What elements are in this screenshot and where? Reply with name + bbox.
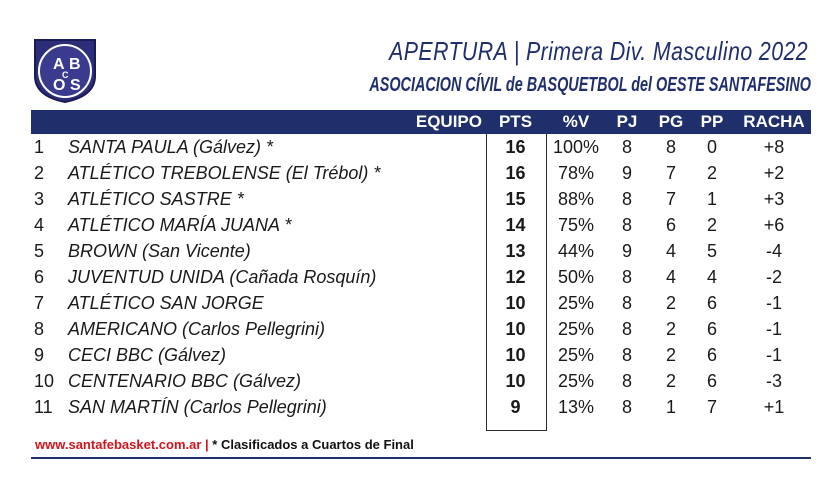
svg-text:S: S — [70, 77, 81, 94]
win-percentage: 25% — [557, 293, 595, 313]
row-position: 3 — [34, 189, 45, 209]
footer-website-link[interactable]: www.santafebasket.com.ar | — [35, 437, 209, 452]
games-won: 7 — [665, 163, 676, 183]
games-played: 8 — [621, 345, 632, 365]
row-position: 7 — [34, 293, 45, 313]
table-row — [0, 160, 839, 186]
win-percentage: 100% — [552, 137, 600, 157]
win-percentage: 25% — [557, 319, 595, 339]
streak: -2 — [765, 267, 782, 287]
streak: +3 — [763, 189, 785, 209]
team-name: AMERICANO (Carlos Pellegrini) — [68, 319, 326, 339]
win-percentage: 44% — [557, 241, 595, 261]
streak: +2 — [763, 163, 785, 183]
games-lost: 6 — [706, 319, 717, 339]
footer-legend: * Clasificados a Cuartos de Final — [208, 437, 414, 452]
row-position: 4 — [34, 215, 45, 235]
team-name: ATLÉTICO MARÍA JUANA * — [68, 215, 292, 235]
table-row — [0, 368, 839, 394]
win-percentage: 50% — [557, 267, 595, 287]
team-name: CECI BBC (Gálvez) — [68, 345, 227, 365]
team-points: 10 — [505, 293, 526, 313]
row-position: 9 — [34, 345, 45, 365]
col-header-pg: PG — [658, 112, 684, 131]
team-name: ATLÉTICO SAN JORGE — [68, 293, 264, 313]
team-name: JUVENTUD UNIDA (Cañada Rosquín) — [68, 267, 377, 287]
row-position: 6 — [34, 267, 45, 287]
team-name: BROWN (San Vicente) — [68, 241, 251, 261]
team-points: 10 — [505, 319, 526, 339]
team-name: SAN MARTÍN (Carlos Pellegrini) — [68, 397, 327, 417]
games-lost: 7 — [706, 397, 717, 417]
team-points: 15 — [505, 189, 526, 209]
win-percentage: 13% — [557, 397, 595, 417]
games-lost: 0 — [706, 137, 717, 157]
team-points: 10 — [505, 371, 526, 391]
page-subtitle: ASOCIACION CÍVIL de BASQUETBOL del OESTE SANTAFESINO — [369, 74, 811, 96]
col-header-pts: PTS — [498, 112, 533, 131]
win-percentage: 25% — [557, 345, 595, 365]
games-lost: 6 — [706, 293, 717, 313]
table-row — [0, 290, 839, 316]
row-position: 1 — [34, 137, 45, 157]
streak: -4 — [765, 241, 782, 261]
team-name: ATLÉTICO SASTRE * — [68, 189, 244, 209]
games-won: 6 — [665, 215, 676, 235]
games-played: 8 — [621, 293, 632, 313]
games-won: 8 — [665, 137, 676, 157]
games-played: 8 — [621, 371, 632, 391]
streak: -3 — [765, 371, 782, 391]
games-lost: 5 — [706, 241, 717, 261]
games-won: 2 — [665, 371, 676, 391]
col-header-pct: %V — [562, 112, 590, 131]
footer-divider — [31, 457, 811, 459]
games-played: 8 — [621, 137, 632, 157]
col-header-racha: RACHA — [743, 112, 805, 131]
team-name: CENTENARIO BBC (Gálvez) — [68, 371, 302, 391]
streak: -1 — [765, 345, 782, 365]
games-played: 9 — [621, 241, 632, 261]
team-points: 10 — [505, 345, 526, 365]
games-won: 2 — [665, 319, 676, 339]
page-title: APERTURA | Primera Div. Masculino 2022 — [389, 36, 808, 66]
games-lost: 4 — [706, 267, 717, 287]
team-points: 9 — [510, 397, 521, 417]
games-played: 8 — [621, 319, 632, 339]
games-played: 8 — [621, 189, 632, 209]
table-row — [0, 212, 839, 238]
table-row — [0, 186, 839, 212]
games-played: 9 — [621, 163, 632, 183]
table-row — [0, 342, 839, 368]
team-points: 12 — [505, 267, 526, 287]
col-header-pj: PJ — [616, 112, 638, 131]
row-position: 10 — [34, 371, 55, 391]
col-header-pp: PP — [700, 112, 724, 131]
row-position: 2 — [34, 163, 45, 183]
table-row — [0, 264, 839, 290]
team-points: 16 — [505, 137, 526, 157]
games-played: 8 — [621, 215, 632, 235]
games-won: 2 — [665, 345, 676, 365]
team-points: 13 — [505, 241, 526, 261]
svg-text:A: A — [53, 56, 65, 73]
games-lost: 6 — [706, 345, 717, 365]
games-won: 1 — [665, 397, 676, 417]
games-won: 2 — [665, 293, 676, 313]
games-won: 4 — [665, 267, 676, 287]
games-lost: 6 — [706, 371, 717, 391]
streak: +8 — [763, 137, 785, 157]
streak: +6 — [763, 215, 785, 235]
team-points: 16 — [505, 163, 526, 183]
col-header-equipo: EQUIPO — [415, 112, 482, 131]
team-points: 14 — [505, 215, 526, 235]
row-position: 8 — [34, 319, 45, 339]
table-row — [0, 238, 839, 264]
win-percentage: 88% — [557, 189, 595, 209]
row-position: 5 — [34, 241, 45, 261]
win-percentage: 75% — [557, 215, 595, 235]
team-name: SANTA PAULA (Gálvez) * — [68, 137, 274, 157]
games-won: 7 — [665, 189, 676, 209]
svg-text:C: C — [62, 70, 69, 80]
svg-text:O: O — [53, 77, 66, 94]
win-percentage: 78% — [557, 163, 595, 183]
row-position: 11 — [34, 397, 53, 417]
streak: -1 — [765, 319, 782, 339]
footer-note — [35, 437, 414, 452]
win-percentage: 25% — [557, 371, 595, 391]
games-lost: 2 — [706, 163, 717, 183]
association-logo — [33, 38, 97, 104]
streak: +1 — [763, 397, 785, 417]
games-lost: 1 — [706, 189, 717, 209]
table-row — [0, 316, 839, 342]
table-row — [0, 394, 839, 420]
svg-text:B: B — [69, 56, 81, 73]
games-lost: 2 — [706, 215, 717, 235]
streak: -1 — [765, 293, 782, 313]
games-won: 4 — [665, 241, 676, 261]
games-played: 8 — [621, 267, 632, 287]
table-row — [0, 134, 839, 160]
team-name: ATLÉTICO TREBOLENSE (El Trébol) * — [68, 163, 381, 183]
games-played: 8 — [621, 397, 632, 417]
